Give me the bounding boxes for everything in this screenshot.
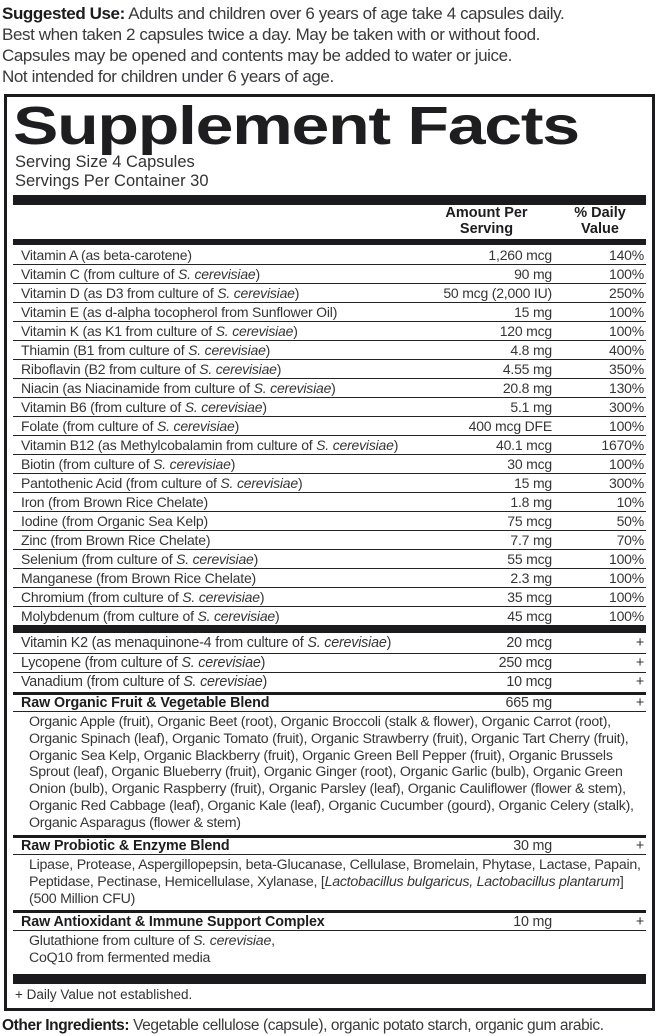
nutrient-row — [13, 549, 646, 568]
nutrient-daily-value: 100% — [608, 304, 644, 320]
nutrient-name: Lycopene (from culture of S. cerevisiae) — [21, 654, 266, 671]
nutrient-row — [13, 359, 646, 378]
nutrient-name: Thiamin (B1 from culture of S. cerevisiae) — [21, 342, 271, 358]
nutrient-name: Vitamin K2 (as menaquinone-4 from culture of S. cerevisiae) — [21, 634, 392, 651]
nutrient-daily-value: 50% — [616, 513, 644, 529]
nutrient-daily-value: 10% — [616, 494, 644, 510]
blend-ingredients-list: Organic Apple (fruit), Organic Beet (root), Organic Broccoli (stalk & flower), Organic Carrot (root), Organic Spinach (leaf), Organic Tomato (fruit), Organic Strawberry (fruit), Organic Tart Cherry (fruit), Organic Sea Kelp, Organic Blackberry (fruit), Organic Green Bell Pepper (fruit), Organic Brussels Sprout (leaf), Organic Blueberry (fruit), Organic Ginger (root), Organic Garlic (bulb), Organic Green Onion (bulb), Organic Raspberry (fruit), Organic Parsley (leaf), Organic Cauliflower (flower & stem), Organic Red Cabbage (leaf), Organic Kale (leaf), Organic Cucumber (gourd), Organic Celery (stalk), Organic Asparagus (flower & stem) — [13, 711, 646, 835]
suggested-use — [2, 3, 655, 87]
nutrient-amount: 5.1 mg — [510, 399, 552, 415]
nutrient-amount: 15 mg — [514, 475, 552, 491]
nutrient-amount: 20.8 mg — [502, 380, 552, 396]
nutrient-row — [13, 492, 646, 511]
nutrient-daily-value: + — [635, 837, 644, 854]
nutrient-daily-value: 100% — [608, 418, 644, 434]
header-spacer — [13, 206, 419, 237]
nutrient-amount: 45 mcg — [507, 608, 552, 624]
nutrient-amount: 4.8 mg — [510, 342, 552, 358]
nutrient-name: Molybdenum (from culture of S. cerevisiae) — [21, 608, 280, 624]
other-ingredients-text: Vegetable cellulose (capsule), organic potato starch, organic gum arabic. — [133, 1016, 604, 1034]
nutrient-daily-value: 100% — [608, 608, 644, 624]
nutrient-row — [13, 530, 646, 549]
nutrient-row — [13, 473, 646, 492]
nutrient-name: Raw Antioxidant & Immune Support Complex — [21, 913, 325, 930]
nutrient-daily-value: + — [635, 913, 644, 930]
nutrient-name: Zinc (from Brown Rice Chelate) — [21, 532, 211, 548]
nutrient-name: Vitamin B12 (as Methylcobalamin from culture of S. cerevisiae) — [21, 437, 399, 453]
nutrient-amount: 7.7 mg — [510, 532, 552, 548]
nutrient-row — [13, 606, 646, 625]
blend-header-row — [13, 910, 646, 930]
nutrient-amount: 665 mg — [505, 694, 552, 711]
nutrient-daily-value: 350% — [608, 361, 644, 377]
supplement-facts-panel — [4, 94, 655, 1011]
nutrient-name: Vitamin B6 (from culture of S. cerevisiae) — [21, 399, 267, 415]
divider-bar — [13, 974, 646, 984]
nutrient-row — [13, 568, 646, 587]
nutrient-name: Selenium (from culture of S. cerevisiae) — [21, 551, 259, 567]
nutrient-row — [13, 378, 646, 397]
nutrient-row — [13, 302, 646, 321]
label-page — [0, 3, 659, 1036]
blend-ingredients-list: Lipase, Protease, Aspergillopepsin, beta-Glucanase, Cellulase, Bromelain, Phytase, Lactase, Papain, Peptidase, Pectinase, Hemicellulase, Xylanase, [Lactobacillus bulgaricus, Lactobacillus plantarum] (500 Million CFU) — [13, 854, 646, 910]
nutrient-daily-value: 300% — [608, 475, 644, 491]
nutrient-name: Riboflavin (B2 from culture of S. cerevisiae) — [21, 361, 282, 377]
nutrient-daily-value: + — [635, 674, 644, 691]
nutrient-row — [13, 397, 646, 416]
nutrient-amount: 10 mg — [513, 913, 552, 930]
nutrient-name: Folate (from culture of S. cerevisiae) — [21, 418, 240, 434]
nutrient-daily-value: 400% — [608, 342, 644, 358]
nutrient-amount: 55 mcg — [507, 551, 552, 567]
nutrient-amount: 10 mcg — [506, 674, 552, 691]
nutrient-amount: 250 mcg — [498, 654, 552, 671]
column-header-amount: Amount Per Serving — [445, 205, 528, 237]
nutrient-row — [13, 633, 646, 653]
daily-value-footnote: + Daily Value not established. — [15, 986, 193, 1002]
nutrient-name: Chromium (from culture of S. cerevisiae) — [21, 589, 265, 605]
nutrient-amount: 40.1 mcg — [496, 437, 552, 453]
nutrient-amount: 30 mcg — [507, 456, 552, 472]
blend-header-row — [13, 692, 646, 712]
nutrient-amount: 4.55 mg — [502, 361, 552, 377]
nutrient-name: Iron (from Brown Rice Chelate) — [21, 494, 208, 510]
nutrient-name: Iodine (from Organic Sea Kelp) — [21, 513, 208, 529]
nutrient-amount: 20 mcg — [506, 634, 552, 651]
nutrient-name: Raw Probiotic & Enzyme Blend — [21, 837, 230, 854]
nutrient-daily-value: 250% — [608, 285, 644, 301]
nutrient-daily-value: 100% — [608, 570, 644, 586]
table-header-row — [13, 205, 646, 239]
nutrient-amount: 1.8 mg — [510, 494, 552, 510]
nutrient-amount: 30 mg — [513, 837, 552, 854]
nutrient-row — [13, 672, 646, 692]
nutrient-row — [13, 653, 646, 673]
nutrient-name: Vitamin A (as beta-carotene) — [21, 246, 192, 263]
nutrient-row — [13, 340, 646, 359]
nutrient-name: Vitamin K (as K1 from culture of S. cerevisiae) — [21, 323, 298, 339]
nutrient-daily-value: + — [635, 634, 644, 651]
nutrient-daily-value: 130% — [608, 380, 644, 396]
nutrient-row — [13, 245, 646, 264]
nutrient-amount: 1,260 mcg — [488, 246, 552, 263]
nutrient-name: Vitamin C (from culture of S. cerevisiae) — [21, 266, 260, 282]
blend-header-row — [13, 835, 646, 855]
nutrient-row — [13, 511, 646, 530]
blend-ingredients-list: Glutathione from culture of S. cerevisiae, CoQ10 from fermented media — [13, 930, 646, 970]
nutrient-row — [13, 264, 646, 283]
nutrient-daily-value: 100% — [608, 266, 644, 282]
nutrient-daily-value: 100% — [608, 589, 644, 605]
nutrient-table-blends — [13, 633, 646, 970]
suggested-use-label: Suggested Use: — [2, 4, 125, 23]
nutrient-row — [13, 283, 646, 302]
divider-bar — [13, 625, 646, 633]
nutrient-name: Raw Organic Fruit & Vegetable Blend — [21, 694, 270, 711]
nutrient-name: Pantothenic Acid (from culture of S. cerevisiae) — [21, 475, 303, 491]
nutrient-daily-value: 1670% — [601, 437, 644, 453]
nutrient-amount: 2.3 mg — [510, 570, 552, 586]
nutrient-amount: 75 mcg — [507, 513, 552, 529]
nutrient-daily-value: 100% — [608, 456, 644, 472]
nutrient-row — [13, 454, 646, 473]
nutrient-daily-value: + — [635, 654, 644, 671]
nutrient-name: Vanadium (from culture of S. cerevisiae) — [21, 674, 268, 691]
panel-title: Supplement Facts — [13, 96, 579, 156]
other-ingredients — [2, 1016, 657, 1036]
suggested-use-text: Adults and children over 6 years of age take 4 capsules daily. Best when taken 2 capsules twice a day. May be taken with or without food. Capsules may be opened and contents may be added to water or juice. Not intended for children under 6 years of age. — [2, 4, 565, 86]
nutrient-daily-value: 300% — [608, 399, 644, 415]
nutrient-row — [13, 587, 646, 606]
nutrient-amount: 400 mcg DFE — [468, 418, 552, 434]
nutrient-name: Manganese (from Brown Rice Chelate) — [21, 570, 256, 586]
nutrient-name: Niacin (as Niacinamide from culture of S. cerevisiae) — [21, 380, 336, 396]
nutrient-amount: 15 mg — [514, 304, 552, 320]
other-ingredients-label: Other Ingredients: — [2, 1016, 130, 1034]
nutrient-daily-value: 70% — [616, 532, 644, 548]
nutrient-table-main — [13, 245, 646, 625]
nutrient-daily-value: 100% — [608, 551, 644, 567]
nutrient-daily-value: + — [635, 694, 644, 711]
nutrient-row — [13, 321, 646, 340]
nutrient-daily-value: 140% — [608, 246, 644, 263]
nutrient-name: Biotin (from culture of S. cerevisiae) — [21, 456, 236, 472]
nutrient-name: Vitamin E (as d-alpha tocopherol from Sunflower Oil) — [21, 304, 338, 320]
nutrient-daily-value: 100% — [608, 323, 644, 339]
nutrient-amount: 90 mg — [514, 266, 552, 282]
servings-per-container: Servings Per Container 30 — [15, 172, 209, 190]
nutrient-amount: 50 mcg (2,000 IU) — [443, 285, 552, 301]
nutrient-row — [13, 435, 646, 454]
column-header-daily-value: % Daily Value — [574, 205, 626, 237]
serving-size: Serving Size 4 Capsules — [15, 153, 195, 171]
nutrient-amount: 35 mcg — [507, 589, 552, 605]
nutrient-row — [13, 416, 646, 435]
divider-bar — [13, 195, 646, 205]
nutrient-amount: 120 mcg — [499, 323, 552, 339]
nutrient-name: Vitamin D (as D3 from culture of S. cerevisiae) — [21, 285, 300, 301]
